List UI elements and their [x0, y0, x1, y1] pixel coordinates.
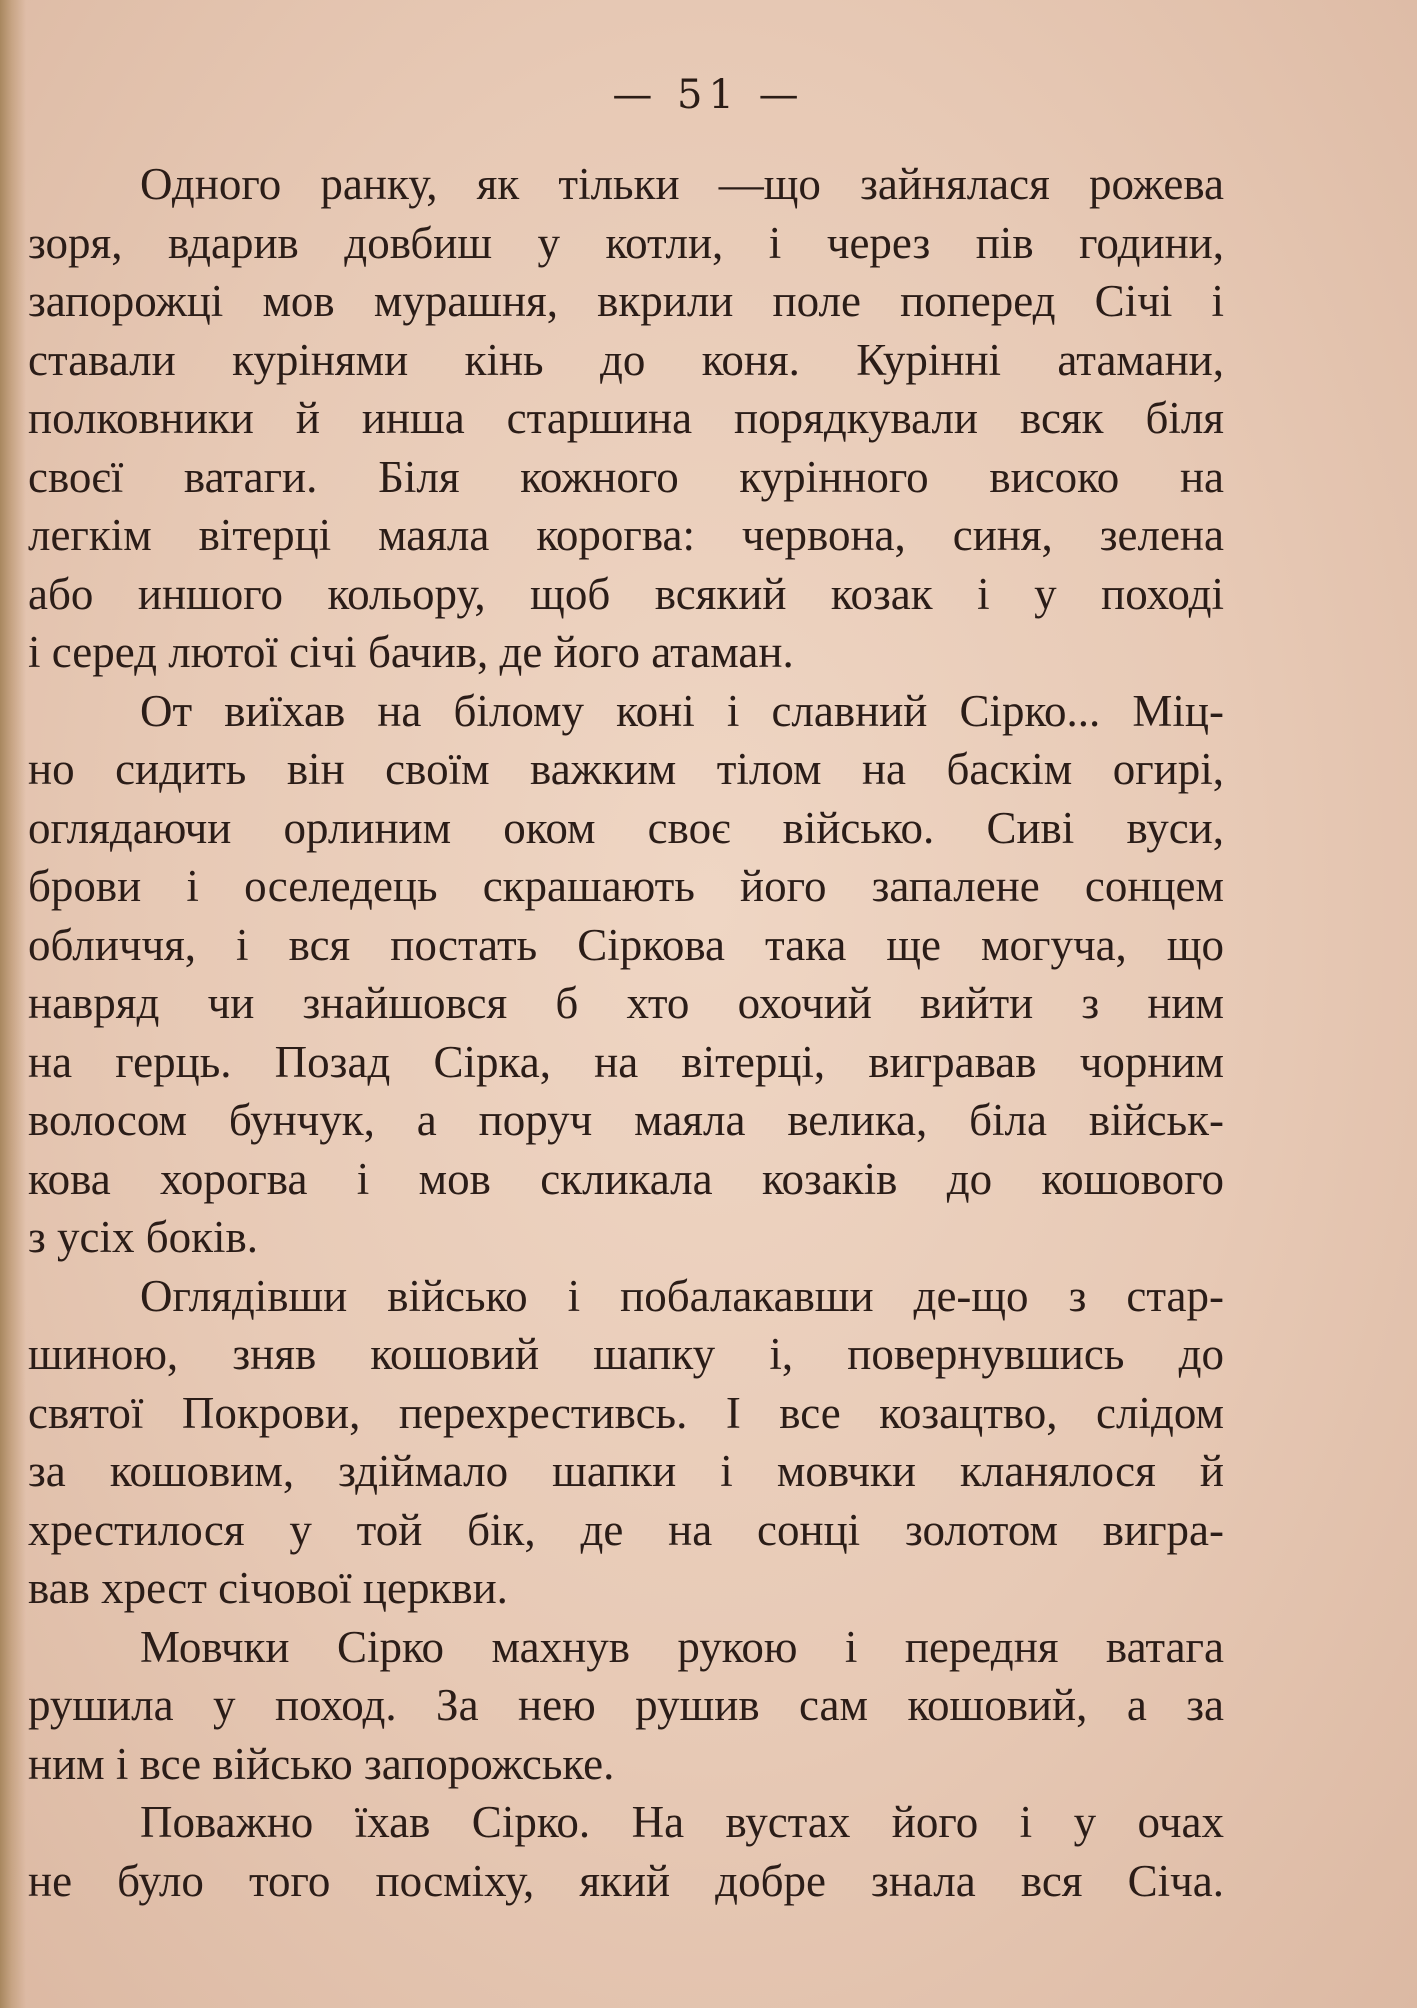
text-line: рушила у поход. За нею рушив сам кошовий, а за — [28, 1680, 1224, 1730]
page-spine-shadow — [0, 0, 26, 2008]
text-line: но сидить він своїм важким тілом на баскім огирі, — [28, 744, 1224, 794]
text-line: От виїхав на білому коні і славний Сірко... Міц- — [140, 685, 1224, 736]
text-line: або иншого кольору, щоб всякий козак і у поході — [28, 568, 1224, 619]
paragraph-4 — [28, 1618, 1224, 1794]
text-line: хрестилося у той бік, де на сонці золотом вигра- — [28, 1504, 1224, 1555]
text-line: запорожці мов мурашня, вкрили поле поперед Січі і — [28, 276, 1224, 326]
body-text — [28, 155, 1224, 1910]
text-line: Оглядівши військо і побалакавши де-що з стар- — [140, 1270, 1224, 1321]
text-line: не було того посміху, який добре знала вся Січа. — [28, 1855, 1224, 1906]
text-line: легкім вітерці маяла корогва: червона, синя, зелена — [28, 510, 1224, 560]
text-line: ставали курінями кінь до коня. Курінні атамани, — [28, 334, 1224, 385]
text-line: брови і оселедець скрашають його запалене сонцем — [28, 861, 1224, 911]
text-line: за кошовим, здіймало шапки і мовчки кланялося й — [28, 1446, 1224, 1496]
text-line: і серед лютої січі бачив, де його атаман. — [28, 627, 794, 677]
text-line: Поважно їхав Сірко. На вустах його і у очах — [140, 1797, 1224, 1847]
text-line: з усіх боків. — [28, 1212, 259, 1262]
text-line: Мовчки Сірко махнув рукою і передня ватага — [140, 1621, 1224, 1672]
paragraph-2 — [28, 682, 1224, 1267]
text-line: кова хорогва і мов скликала козаків до кошового — [28, 1153, 1224, 1204]
text-line: зоря, вдарив довбиш у котли, і через пів години, — [28, 217, 1224, 268]
paragraph-1 — [28, 155, 1224, 682]
text-line: святої Покрови, перехрестивсь. І все козацтво, слідом — [28, 1387, 1224, 1438]
text-line: вав хрест січової церкви. — [28, 1563, 508, 1613]
text-line: оглядаючи орлиним оком своє військо. Сиві вуси, — [28, 802, 1224, 853]
text-line: волосом бунчук, а поруч маяла велика, біла військ- — [28, 1095, 1224, 1145]
text-line: шиною, зняв кошовий шапку і, повернувшись до — [28, 1329, 1224, 1379]
paragraph-3 — [28, 1267, 1224, 1618]
text-line: обличчя, і вся постать Сіркова така ще могуча, що — [28, 919, 1224, 970]
paragraph-5 — [28, 1793, 1224, 1910]
text-line: навряд чи знайшовся б хто охочий вийти з ним — [28, 978, 1224, 1028]
text-line: ним і все військо запорожське. — [28, 1738, 615, 1789]
page-number: — 51 — — [612, 72, 805, 118]
text-line: своєї ватаги. Біля кожного курінного високо на — [28, 451, 1224, 502]
text-line: Одного ранку, як тільки —що зайнялася рожева — [140, 159, 1224, 209]
text-line: полковники й инша старшина порядкували всяк біля — [28, 393, 1224, 443]
text-line: на герць. Позад Сірка, на вітерці, вигравав чорним — [28, 1036, 1224, 1087]
